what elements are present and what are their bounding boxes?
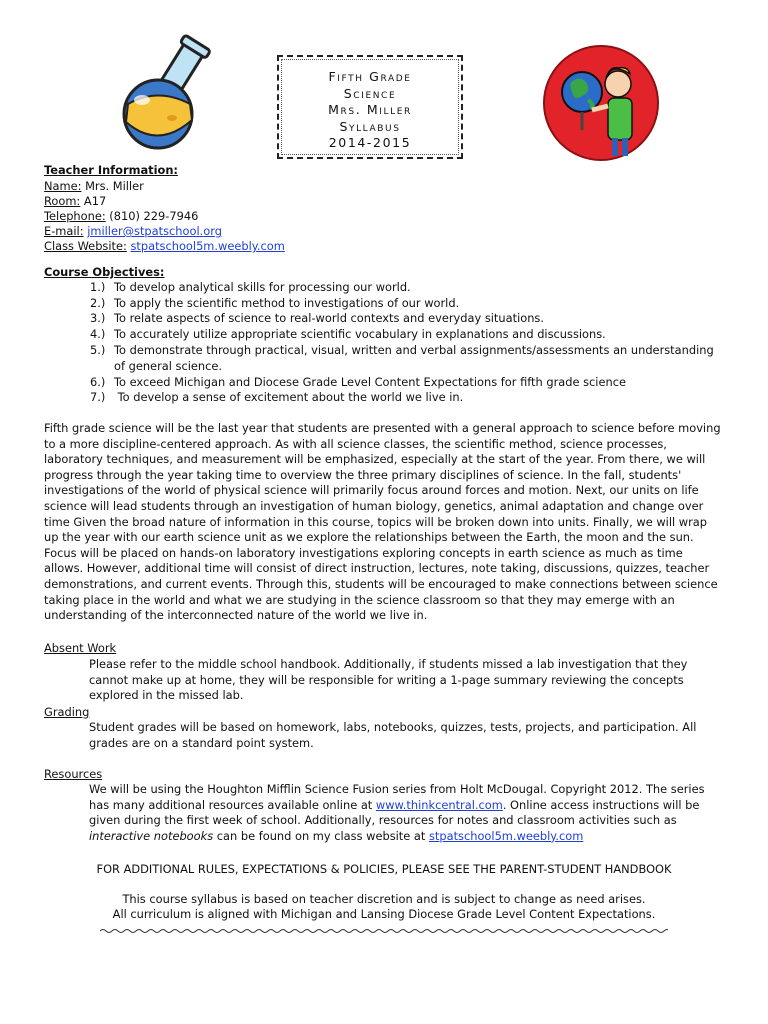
- resources-heading: Resources: [44, 767, 103, 781]
- syllabus-title-box: [277, 55, 463, 159]
- title-line-teacher: Mrs. Miller: [328, 102, 412, 117]
- phone-label: Telephone:: [44, 209, 106, 223]
- thinkcentral-link[interactable]: www.thinkcentral.com: [375, 797, 503, 812]
- website-label: Class Website:: [44, 239, 127, 253]
- student-globe-clipart: [542, 44, 660, 162]
- class-website-link[interactable]: stpatschool5m.weebly.com: [428, 828, 584, 843]
- title-line-syllabus: Syllabus: [339, 118, 401, 134]
- objective-item: 5.) To demonstrate through practical, visual, written and verbal assignments/assessments an understanding of general science.: [90, 343, 714, 373]
- disclaimer-line-1: This course syllabus is based on teacher discretion and is subject to change as need arises.: [122, 892, 646, 906]
- email-label: E-mail:: [44, 224, 84, 238]
- teacher-room-row: [44, 194, 106, 209]
- objective-item: 4.) To accurately utilize appropriate scientific vocabulary in explanations and discussions.: [90, 327, 606, 341]
- website-link[interactable]: stpatschool5m.weebly.com: [130, 239, 285, 253]
- name-value: Mrs. Miller: [81, 179, 144, 193]
- absent-work-text: Please refer to the middle school handbook. Additionally, if students missed a lab investigation that they cannot make up at home, they will be responsible for writing a 1-page summary reviewing the concepts explored in the missed lab.: [89, 657, 688, 703]
- flask-clipart: [112, 32, 212, 154]
- objective-item: 1.) To develop analytical skills for processing our world.: [90, 280, 411, 294]
- title-line-subject: Science: [343, 85, 397, 101]
- disclaimer-line-2: All curriculum is aligned with Michigan and Lansing Diocese Grade Level Content Expectations.: [112, 907, 656, 921]
- teacher-phone-row: [44, 209, 198, 224]
- teacher-name-row: [44, 179, 144, 194]
- name-label: Name:: [44, 179, 82, 193]
- absent-work-heading: Absent Work: [44, 641, 117, 655]
- handbook-notice: FOR ADDITIONAL RULES, EXPECTATIONS & POLICIES, PLEASE SEE THE PARENT-STUDENT HANDBOOK: [96, 862, 672, 876]
- room-value: A17: [80, 194, 107, 208]
- room-label: Room:: [44, 194, 81, 208]
- objective-item: 2.) To apply the scientific method to investigations of our world.: [90, 296, 460, 310]
- grading-text: Student grades will be based on homework, labs, notebooks, quizzes, tests, projects, and participation. All grades are on a standard point system.: [89, 720, 697, 750]
- teacher-website-row: [44, 239, 285, 254]
- title-line-grade: Fifth Grade: [328, 69, 412, 84]
- objective-item: 6.) To exceed Michigan and Diocese Grade Level Content Expectations for fifth grade science: [90, 375, 626, 389]
- phone-value: (810) 229-7946: [105, 209, 199, 223]
- objective-item: 3.) To relate aspects of science to real-world contexts and everyday situations.: [90, 311, 544, 325]
- resources-text: We will be using the Houghton Mifflin Science Fusion series from Holt McDougal. Copyright 2012. The series has many additional resources available online at www.thinkcentral.com. Online access instructions will be given during the first week of school. Additionally, resources for notes and classroom activities such as interactive notebooks can be found on my class website at stpatschool5m.weebly.com: [89, 782, 705, 843]
- interactive-notebooks-italic: interactive notebooks: [89, 828, 214, 843]
- objective-item: 7.) To develop a sense of excitement about the world we live in.: [90, 390, 464, 404]
- title-line-year: 2014-2015: [328, 135, 412, 150]
- teacher-email-row: [44, 224, 222, 239]
- grading-heading: Grading: [44, 705, 90, 719]
- decorative-wavy-divider: [100, 926, 668, 936]
- objectives-heading: Course Objectives:: [44, 265, 165, 279]
- email-link[interactable]: jmiller@stpatschool.org: [87, 224, 222, 238]
- course-overview-paragraph: Fifth grade science will be the last year that students are presented with a general approach to science before moving to a more discipline-centered approach. As with all science classes, the scientific method, science processes, laboratory techniques, and measurement will be emphasized, especially at the start of the year. From there, we will progress through the year taking time to overview the three primary disciplines of science. In the fall, students' investigations of the world of physical science will primarily focus around forces and motion. Next, our units on life science will lead students through an investigation of human biology, genetics, animal adaptation and change over time Given the broad nature of information in this course, topics will be broken down into units. Finally, we will wrap up the year with our earth science unit as we explore the relationships between the Earth, the moon and the sun. Focus will be placed on hands-on laboratory investigations exploring concepts in earth science as much as time allows. However, additional time will consist of direct instruction, lectures, note taking, discussions, quizzes, teacher demonstrations, and current events. Through this, students will be encouraged to make connections between science taking place in the world and what we are studying in the science classroom so that they may emerge with an understanding of the interconnected nature of the world we live in.: [44, 421, 721, 623]
- teacher-info-heading: Teacher Information:: [44, 163, 178, 177]
